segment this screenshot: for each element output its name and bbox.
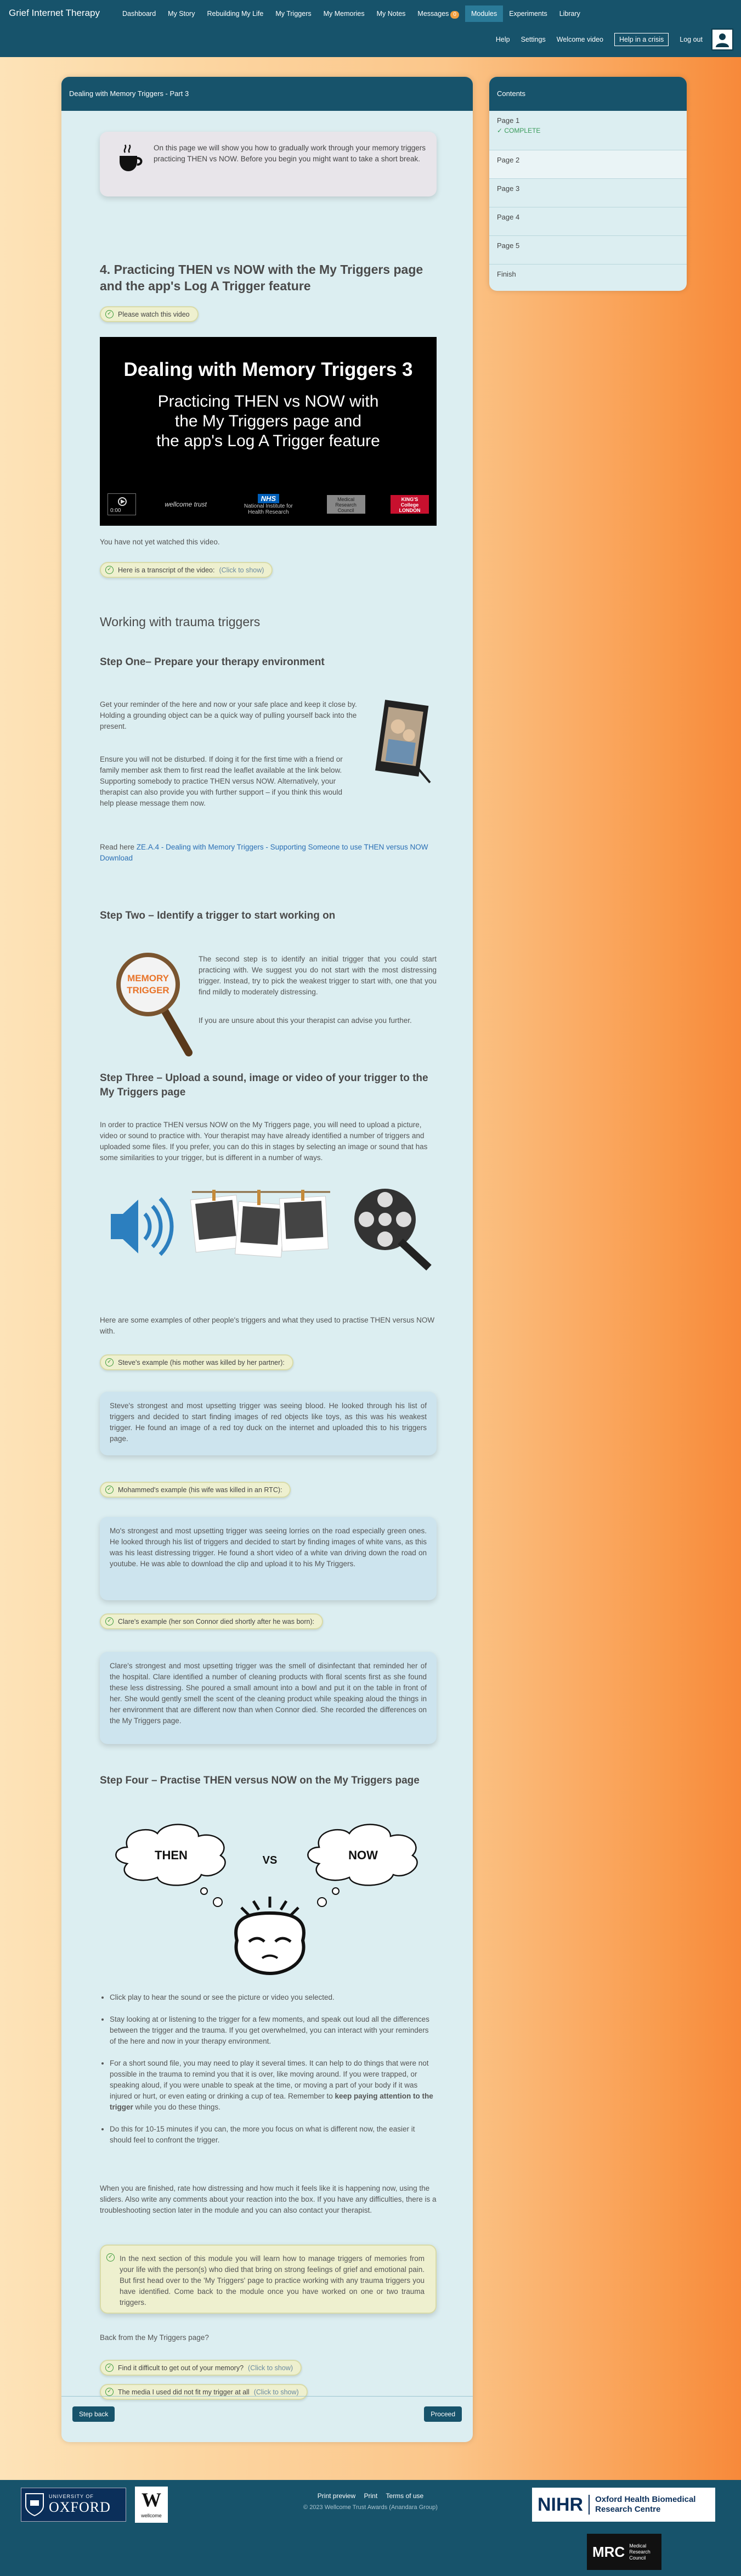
- bullet-3-bold: keep paying attention to the trigger: [110, 2092, 433, 2111]
- print-preview-link[interactable]: Print preview: [317, 2492, 356, 2500]
- play-button[interactable]: [108, 493, 136, 515]
- nav-my-story[interactable]: My Story: [168, 10, 195, 18]
- vs-label: VS: [262, 1854, 278, 1866]
- main-menu: [116, 5, 586, 22]
- step-two-para-1: The second step is to identify an initial trigger that you could start practicing with. We suggest you do not start with the most distressing trigger. Instead, try to pick the weakest trigger to start with, one that you find mildly to moderately distressing.: [199, 955, 437, 996]
- wellcome-text: wellcome: [141, 2513, 162, 2518]
- nav-modules[interactable]: Modules: [465, 5, 503, 22]
- photo-frame-image: [363, 697, 440, 785]
- next-section-text: In the next section of this module you will learn how to manage triggers of memories from your life with the person(s) who died that bring on strong feelings of grief and emotional pain. But first head over to the 'My Triggers' page to practice working with any trauma triggers you have identified. Come back to the module once you have worked on one or two trauma triggers.: [120, 2254, 425, 2307]
- complete-status: [497, 127, 679, 134]
- example-clare-box: Clare's strongest and most upsetting trigger was the smell of disinfectant that reminded her of the hospital. Clare identified a number of cleaning products with floral scents first as she found these less distressing. She poured a small amount into a bowl and put it on the table in front of her. She would gently smell the scent of the cleaning product while speaking aloud the things in her environment that are different now than when Connor died. She recorded the differences on the My Triggers page.: [100, 1652, 437, 1744]
- nav-experiments[interactable]: Experiments: [509, 10, 547, 18]
- nav-my-triggers[interactable]: My Triggers: [275, 10, 312, 18]
- video-subtitle-line-3: the app's Log A Trigger feature: [156, 432, 380, 450]
- nav-messages-label: Messages: [417, 10, 449, 18]
- magnifier-label-1: MEMORY: [127, 973, 169, 983]
- contents-sidebar: [489, 77, 687, 291]
- leaflet-download-link[interactable]: ZE.A.4 - Dealing with Memory Triggers - Supporting Someone to use THEN versus NOW Download: [100, 843, 428, 862]
- watch-video-pill[interactable]: [100, 306, 199, 322]
- check-icon: ✓: [105, 2364, 114, 2372]
- oxford-crest-icon: [25, 2493, 44, 2517]
- magnifier-label-2: TRIGGER: [127, 985, 169, 995]
- terms-link[interactable]: Terms of use: [386, 2492, 424, 2500]
- step-four-bullet-2: • Stay looking at or listening to the trigger for a few moments, and speak out loud all the differences between the trigger and the trauma. If you get overwhelmed, you can interact with your reminders of the here and now in your therapy environment.: [110, 2014, 437, 2047]
- check-icon: ✓: [106, 2253, 115, 2262]
- step-four-bullet-3: [110, 2058, 437, 2113]
- step-four-bullet-1: • Click play to hear the sound or see the picture or video you selected.: [110, 1992, 437, 2003]
- footer-copyright: © 2023 Wellcome Trust Awards (Anandara Group): [303, 2504, 438, 2511]
- media-types-image: [100, 1180, 437, 1273]
- next-section-note: [100, 2245, 437, 2314]
- card-footer: [61, 2396, 473, 2442]
- contents-finish[interactable]: Finish: [497, 270, 516, 278]
- check-icon: ✓: [105, 310, 114, 318]
- kings-logo: KING'S College LONDON: [391, 495, 429, 514]
- nav-rebuilding[interactable]: Rebuilding My Life: [207, 10, 264, 18]
- check-icon: ✓: [105, 566, 114, 574]
- checkmark-icon: ✓: [497, 127, 505, 134]
- example-clare-pill[interactable]: [100, 1613, 323, 1629]
- example-steve-box: Steve's strongest and most upsetting trigger was seeing blood. He looked through his list of triggers and decided to start finding images of red objects like toys, as this was his weakest trigger. He found an image of a red toy duck on the internet and uploaded this to his triggers page.: [100, 1392, 437, 1455]
- bullet-3-tail: while you do these things.: [135, 2103, 220, 2111]
- nihr-subtitle-1: Oxford Health Biomedical: [595, 2495, 696, 2504]
- photos-icon: [190, 1190, 330, 1257]
- step-four-heading: Step Four – Practise THEN versus NOW on the My Triggers page: [100, 1775, 420, 1786]
- nihr-subtitle-2: Research Centre: [595, 2505, 661, 2514]
- logout-link[interactable]: Log out: [680, 36, 703, 43]
- contents-page-2[interactable]: Page 2: [489, 150, 687, 179]
- example-mohammed-pill[interactable]: [100, 1482, 291, 1498]
- nhs-logo: NHS: [258, 494, 279, 503]
- step-four-bullet-4: • Do this for 10-15 minutes if you can, the more you focus on what is different now, the easier it should feel to confront the trigger.: [110, 2124, 437, 2146]
- step-one-heading: Step One– Prepare your therapy environment: [100, 656, 325, 668]
- contents-title: Contents: [489, 77, 687, 111]
- help-pill-media-hint: (Click to show): [253, 2388, 299, 2396]
- mrc-logo: Medical Research Council: [327, 495, 365, 514]
- step-three-para: In order to practice THEN versus NOW on the My Triggers page, you will need to upload a picture, video or sound to practice with. Your therapist may have already identified a number of triggers and uploaded some files. If you prefer, you can do this in stages by selecting an image or sound that has some similarities to your trigger, but is different in a number of ways.: [100, 1121, 428, 1162]
- help-link[interactable]: Help: [495, 36, 510, 43]
- video-subtitle: [100, 392, 437, 451]
- speaker-icon: [111, 1199, 172, 1255]
- brand-title[interactable]: Grief Internet Therapy: [9, 8, 100, 18]
- back-from-triggers: Back from the My Triggers page?: [100, 2333, 209, 2342]
- step-one-para-1: Get your reminder of the here and now or your safe place and keep it close by. Holding a grounding object can be a quick way of pulling yourself back into the present.: [100, 700, 357, 730]
- wellcome-logo: wellcome trust: [165, 500, 207, 508]
- page-heading: 4. Practicing THEN vs NOW with the My Triggers page and the app's Log A Trigger feature: [100, 262, 423, 293]
- read-here-label: Read here: [100, 843, 135, 851]
- contents-page-5[interactable]: Page 5: [489, 236, 687, 265]
- proceed-button[interactable]: Proceed: [424, 2406, 462, 2422]
- nav-library[interactable]: Library: [559, 10, 580, 18]
- magnifying-glass-image: [116, 947, 193, 1057]
- nav-my-notes[interactable]: My Notes: [376, 10, 406, 18]
- step-two-para-2: If you are unsure about this your therapist can advise you further.: [199, 1016, 412, 1025]
- step-one-para-2: Ensure you will not be disturbed. If doing it for the first time with a friend or family member ask them to first read the leaflet available at the link below. Supporting somebody to practice THEN versus NOW. Alternatively, your therapist can also provide you with further support – if you think this would help please message them now.: [100, 755, 343, 807]
- film-reel-icon: [354, 1189, 429, 1268]
- video-logos: [108, 492, 429, 517]
- mrc-logo-footer: [587, 2534, 661, 2570]
- then-label: THEN: [155, 1848, 188, 1862]
- example-steve-pill[interactable]: [100, 1354, 293, 1370]
- card-title: Dealing with Memory Triggers - Part 3: [61, 77, 473, 111]
- complete-status-label: COMPLETE: [504, 127, 541, 134]
- oxford-text: [49, 2494, 111, 2516]
- step-one-read-here: [100, 842, 440, 864]
- oxford-line-2: OXFORD: [49, 2499, 111, 2515]
- not-watched-text: You have not yet watched this video.: [100, 538, 220, 546]
- nav-my-memories[interactable]: My Memories: [323, 10, 365, 18]
- print-link[interactable]: Print: [364, 2492, 378, 2500]
- now-label: NOW: [348, 1848, 378, 1862]
- video-player[interactable]: [100, 337, 437, 526]
- transcript-pill[interactable]: [100, 562, 273, 578]
- nihr-logo: [532, 2488, 715, 2522]
- settings-link[interactable]: Settings: [521, 36, 546, 43]
- contents-page-1-label: Page 1: [497, 116, 520, 125]
- module-card: [61, 77, 473, 2442]
- check-icon: ✓: [105, 2388, 114, 2396]
- nav-dashboard[interactable]: Dashboard: [122, 10, 156, 18]
- help-pill-stuck[interactable]: [100, 2360, 302, 2376]
- video-controls: [108, 493, 136, 515]
- mrc-subtitle: Medical Research Council: [629, 2543, 651, 2561]
- help-pill-stuck-hint: (Click to show): [248, 2364, 293, 2372]
- nav-messages[interactable]: [411, 5, 465, 22]
- user-icon: [714, 31, 731, 48]
- example-mohammed-label: Mohammed's example (his wife was killed in an RTC):: [118, 1486, 282, 1494]
- check-icon: ✓: [105, 1358, 114, 1366]
- oxford-line-1: UNIVERSITY OF: [49, 2494, 94, 2499]
- step-four-after: When you are finished, rate how distressing and how much it feels like it is happening now, using the sliders. Also write any comments about your reaction into the box. If you have any difficulties, there is a troubleshooting section later in the module and you can also contact your therapist.: [100, 2184, 437, 2214]
- bullet-3-text: For a short sound file, you may need to play it several times. It can help to do things that were not possible in the trauma to remind you that it is over, like moving around. If you were trapped, or speaking aloud, if you were unable to speak at the time, or moving a part of your body if it was injured or hurt, or even eating or drinking a cup of tea. Remember to: [110, 2059, 429, 2100]
- intro-text: On this page we will show you how to gradually work through your memory triggers practicing THEN vs NOW. Before you begin you might want to take a short break.: [154, 144, 426, 163]
- check-icon: ✓: [105, 1486, 114, 1494]
- secondary-menu: [496, 33, 703, 46]
- transcript-label: Here is a transcript of the video:: [118, 566, 215, 574]
- help-pill-media-label: The media I used did not fit my trigger at all: [118, 2388, 250, 2396]
- examples-intro: Here are some examples of other people's triggers and what they used to practise THEN versus NOW with.: [100, 1316, 435, 1335]
- coffee-cup-icon: [115, 144, 146, 175]
- transcript-hint: (Click to show): [219, 566, 264, 574]
- intro-box: [100, 132, 437, 196]
- top-navbar: [0, 0, 741, 57]
- contents-page-4[interactable]: Page 4: [489, 207, 687, 236]
- wellcome-w-icon: W: [142, 2489, 161, 2511]
- welcome-video-link[interactable]: Welcome video: [556, 36, 603, 43]
- example-clare-label: Clare's example (her son Connor died shortly after he was born):: [118, 1617, 315, 1626]
- video-title: Dealing with Memory Triggers 3: [123, 359, 413, 380]
- section-title: Working with trauma triggers: [100, 615, 261, 629]
- nihr-mark: NIHR: [538, 2494, 584, 2515]
- video-subtitle-line-1: Practicing THEN vs NOW with: [157, 392, 379, 410]
- contents-page-3[interactable]: Page 3: [489, 179, 687, 207]
- nhs-nihr-logo: [235, 494, 301, 515]
- step-two-heading: Step Two – Identify a trigger to start working on: [100, 910, 336, 921]
- watch-video-label: Please watch this video: [118, 310, 190, 318]
- example-mohammed-box: Mo's strongest and most upsetting trigger was seeing lorries on the road especially green ones. He looked through his list of triggers and decided to start by finding images of white vans, as this was his least distressing trigger. He found a short video of a white van driving down the road on youtube. He was able to download the clip and upload it to his My Triggers.: [100, 1517, 437, 1600]
- nihr-logo-text: National Institute for Health Research: [244, 503, 293, 515]
- help-pill-stuck-label: Find it difficult to get out of your memory?: [118, 2364, 244, 2372]
- mrc-mark: MRC: [592, 2543, 625, 2560]
- user-avatar[interactable]: [711, 29, 733, 50]
- crisis-button[interactable]: Help in a crisis: [614, 33, 669, 46]
- check-icon: ✓: [105, 1617, 114, 1626]
- step-three-heading: Step Three – Upload a sound, image or video of your trigger to the My Triggers page: [100, 1072, 428, 1098]
- oxford-logo: [21, 2488, 126, 2522]
- step-back-button[interactable]: Step back: [72, 2406, 115, 2422]
- video-subtitle-line-2: the My Triggers page and: [174, 412, 362, 430]
- site-footer: [0, 2480, 741, 2576]
- video-timecode: 0:00: [110, 508, 121, 514]
- nihr-subtitle: [589, 2495, 695, 2515]
- thinking-person-icon: [236, 1897, 304, 1973]
- contents-page-1[interactable]: [489, 111, 687, 150]
- messages-badge: 0: [450, 11, 459, 19]
- step-four-list: [100, 1992, 437, 2157]
- example-steve-label: Steve's example (his mother was killed by her partner):: [118, 1358, 285, 1366]
- wellcome-logo: [135, 2487, 168, 2523]
- then-vs-now-image: [105, 1820, 434, 1979]
